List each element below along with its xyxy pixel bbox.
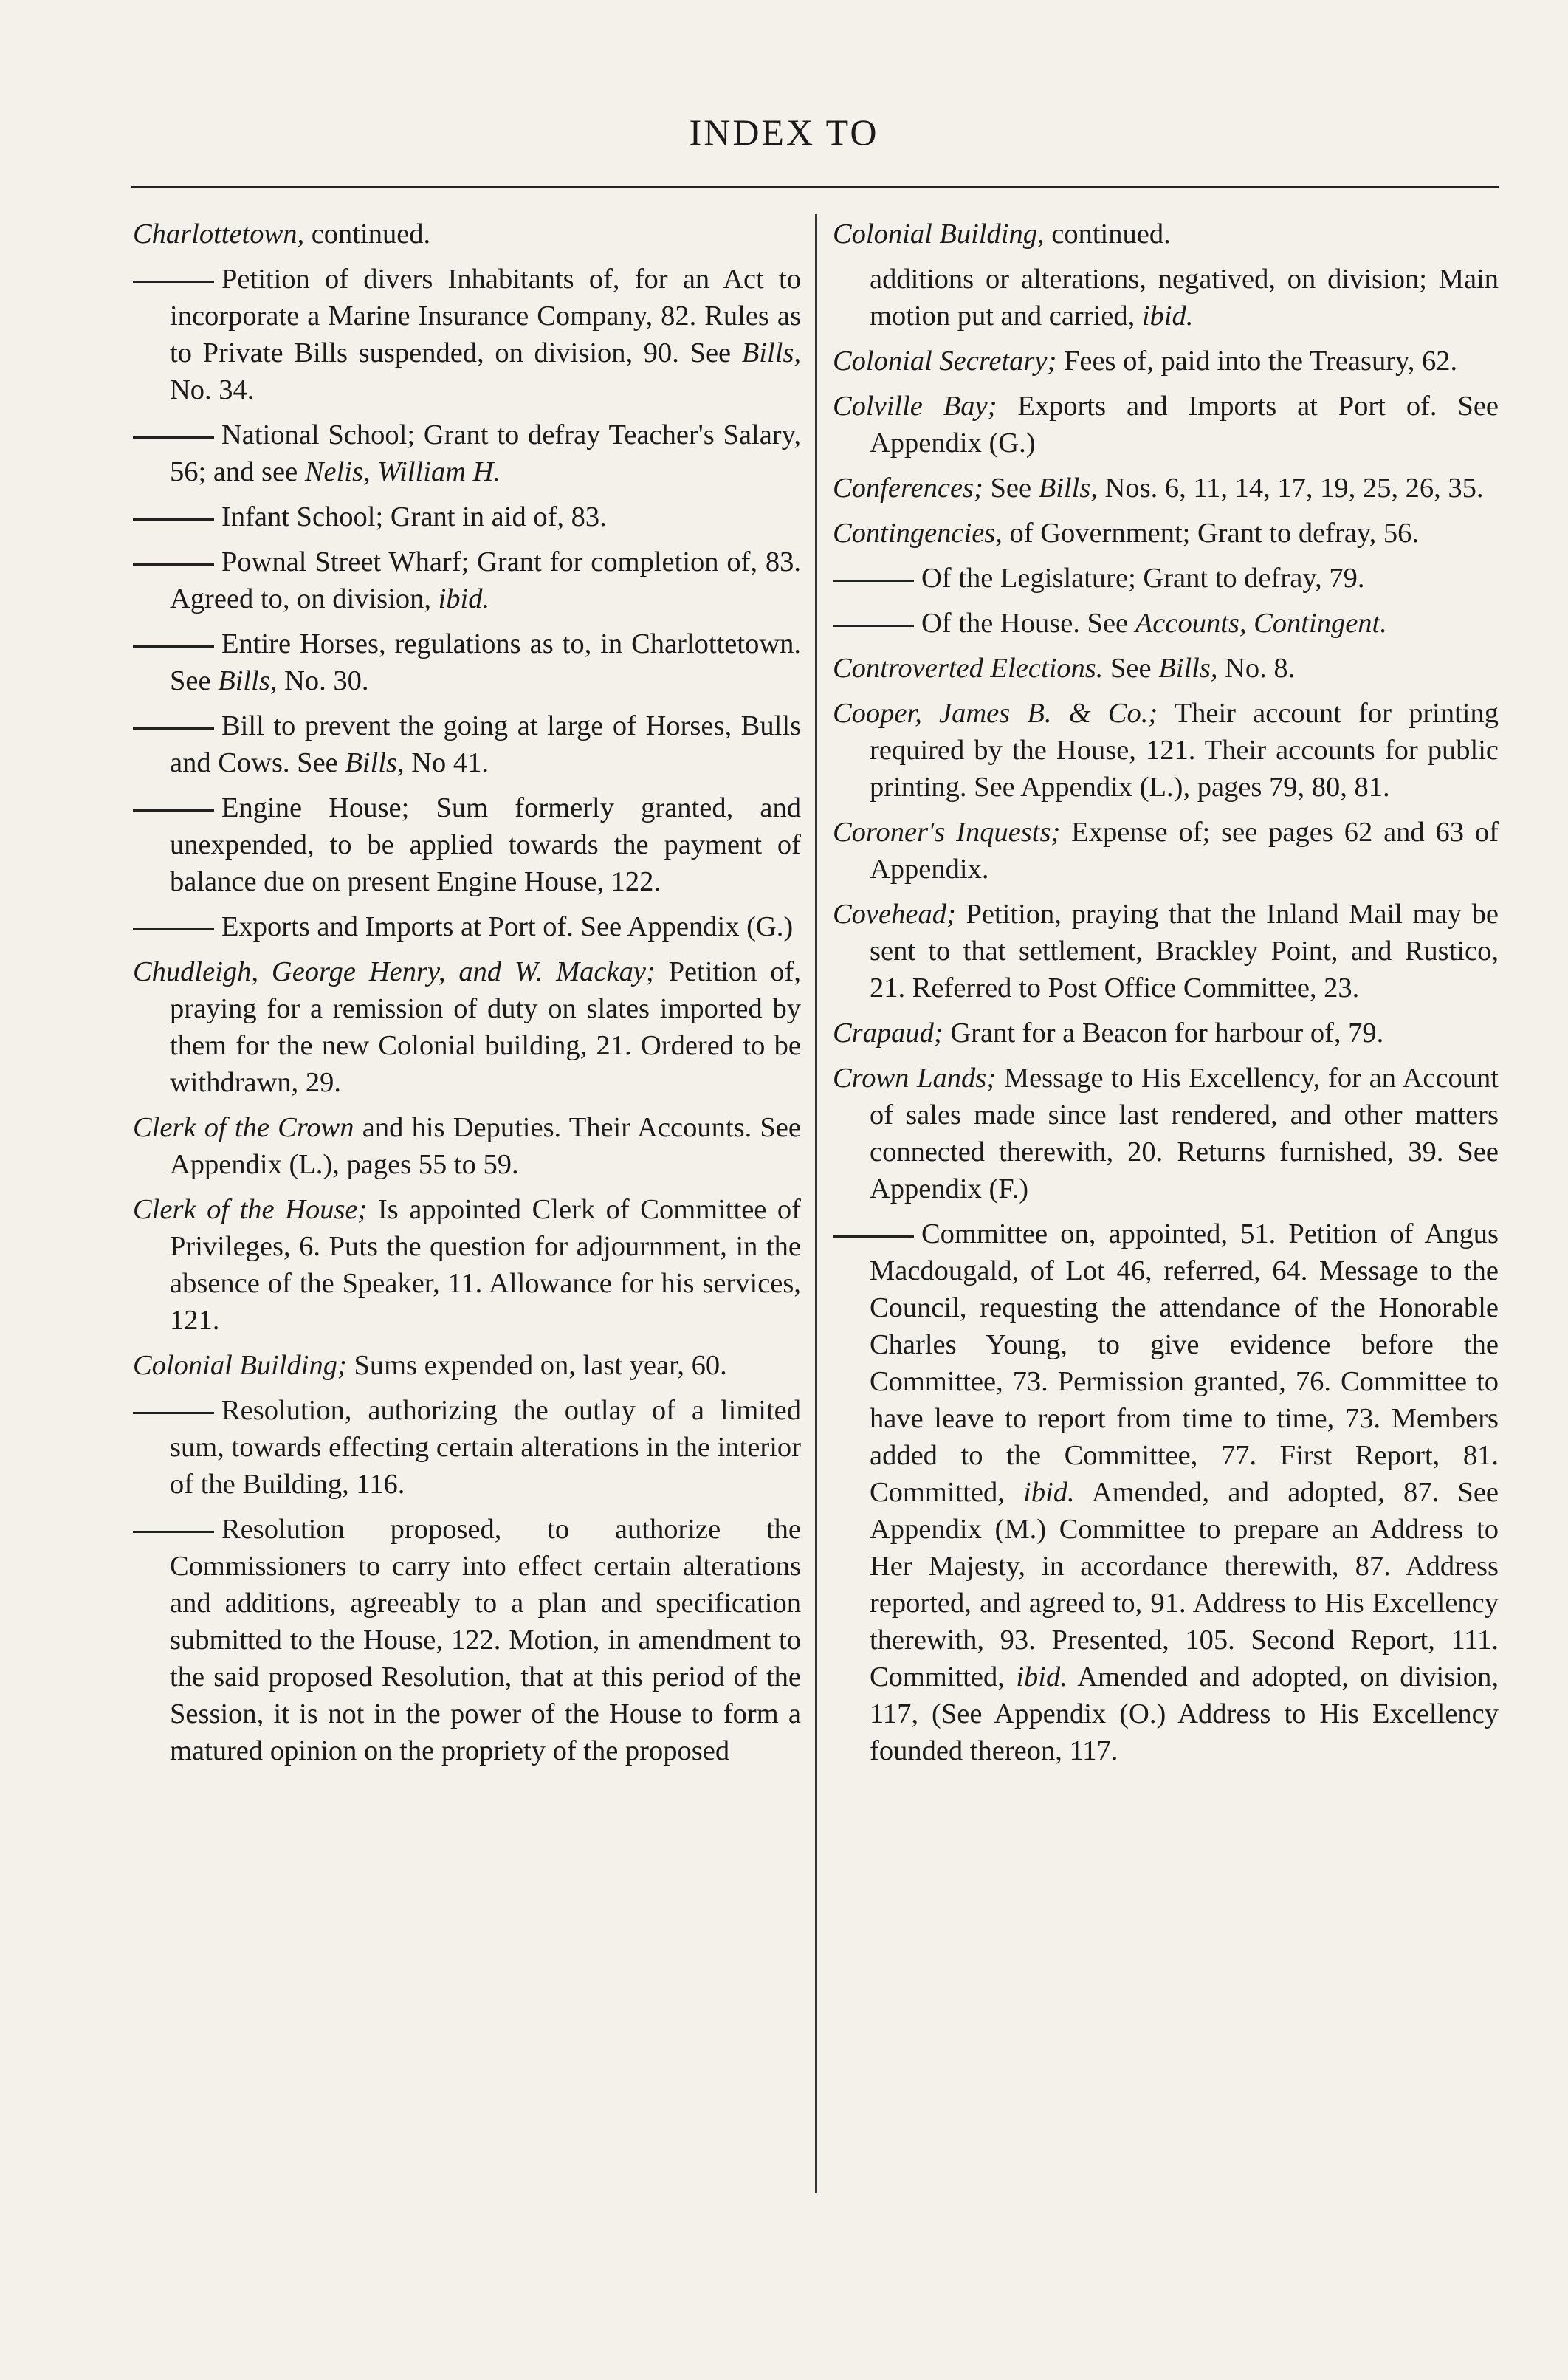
index-entry [833,515,1499,552]
index-entry [833,695,1499,806]
entry-text: No. 8. [1217,653,1296,684]
right-column [833,216,1499,1777]
entry-text: Entire Horses, regulations as to, in Charlottetown. See [170,628,801,696]
entry-text: Engine House; Sum formerly granted, and unexpended, to be applied towards the payment of balance due on present Engine House, 122. [170,792,801,897]
entry-text: Resolution, authorizing the outlay of a limited sum, towards effecting certain alterations in the interior of the Building, 116. [170,1395,801,1500]
index-entry [833,814,1499,888]
italic-term: Controverted Elections. [833,653,1104,684]
index-entry [833,650,1499,687]
entry-text: Pownal Street Wharf; Grant for completion of, 83. Agreed to, on division, [170,546,801,614]
italic-term: Bills, [345,747,405,778]
ditto-dash [833,580,914,582]
ditto-dash [133,518,214,521]
ditto-dash [833,1235,914,1238]
header-rule [131,186,1499,188]
entry-text: Of the Legislature; Grant to defray, 79. [921,563,1365,594]
italic-term: Crown Lands; [833,1063,997,1094]
italic-term: Conferences; [833,473,983,504]
italic-term: Colonial Building; [133,1350,347,1381]
index-entry [833,896,1499,1006]
index-subentry [133,416,801,490]
index-subentry [133,498,801,535]
italic-term: ibid. [1141,301,1194,332]
entry-text: Expense of; see pages 62 and 63 of Appendix. [870,817,1499,885]
entry-text: No. 34. [170,374,255,405]
index-subentry [133,908,801,945]
ditto-dash [133,645,214,648]
index-entry [133,1109,801,1183]
ditto-dash [133,809,214,812]
italic-term: Bills, [1038,473,1098,504]
index-subentry [133,1392,801,1503]
entry-text: Bill to prevent the going at large of Horses, Bulls and Cows. See [170,710,801,778]
ditto-dash [133,928,214,930]
ditto-dash [133,563,214,566]
italic-term: Colville Bay; [833,391,997,422]
ditto-dash [833,625,914,627]
index-subentry [133,1511,801,1769]
index-subentry [133,789,801,900]
index-entry [833,1060,1499,1207]
index-subentry [133,625,801,699]
column-divider [815,214,817,2193]
italic-term: Bills, [218,665,278,696]
index-entry [833,216,1499,253]
italic-term: ibid. [438,583,490,614]
index-subentry [833,605,1499,642]
entry-text: Committee on, appointed, 51. Petition of Angus Macdougald, of Lot 46, referred, 64. Message to the Council, requesting the attendance of the Honorable Charles Young, to give evidence before the Committee, 73. Permission granted, 76. Committee to have leave to report from time to time, 73. Members added to the Committee, 77. First Report, 81. Committed, [870,1218,1499,1508]
index-entry [133,953,801,1101]
entry-text: Resolution proposed, to authorize the Commissioners to carry into effect certain alterations and additions, agreeably to a plan and specification submitted to the House, 122. Motion, in amendment to the said proposed Resolution, that at this period of the Session, it is not in the power of the House to form a matured opinion on the propriety of the proposed [170,1514,801,1766]
italic-term: ibid. [1016,1661,1067,1693]
entry-text: Exports and Imports at Port of. See Appendix (G.) [870,391,1499,459]
index-entry [833,470,1499,507]
entry-text: Amended and adopted, on division, 117, (See Appendix (O.) Address to His Excellency founded thereon, 117. [870,1661,1499,1766]
index-entry [833,1015,1499,1052]
italic-term: Crapaud; [833,1018,943,1049]
index-entry [833,343,1499,380]
index-entry [833,261,1499,335]
entry-text: Petition of, praying for a remission of duty on slates imported by them for the new Colonial building, 21. Ordered to be withdrawn, 29. [170,956,801,1098]
italic-term: ibid. [1023,1477,1075,1508]
italic-term: Bills, [1158,653,1218,684]
index-subentry [133,543,801,617]
index-subentry [133,707,801,781]
italic-term: Covehead; [833,899,956,930]
page-title: INDEX TO [689,112,879,153]
ditto-dash [133,436,214,439]
entry-text: Grant for a Beacon for harbour of, 79. [943,1018,1384,1049]
entry-text: Sums expended on, last year, 60. [346,1350,727,1381]
entry-text: See [983,473,1039,504]
entry-text: Is appointed Clerk of Committee of Privileges, 6. Puts the question for adjournment, in the absence of the Speaker, 11. Allowance for his services, 121. [170,1194,801,1336]
italic-term: Clerk of the Crown [133,1112,354,1143]
entry-text: Exports and Imports at Port of. See Appendix (G.) [221,911,794,942]
entry-text: Their account for printing required by the House, 121. Their accounts for public printing. See Appendix (L.), pages 79, 80, 81. [870,698,1499,803]
entry-text: Infant School; Grant in aid of, 83. [221,501,607,532]
entry-text: National School; Grant to defray Teacher's Salary, 56; and see [170,419,801,487]
ditto-dash [133,1531,214,1533]
italic-term: Cooper, James B. & Co.; [833,698,1158,729]
entry-text: No. 30. [277,665,369,696]
index-entry [133,1191,801,1339]
index-subentry [833,560,1499,597]
entry-text: of Government; Grant to defray, 56. [1002,518,1420,549]
entry-text: Nos. 6, 11, 14, 17, 19, 25, 26, 35. [1097,473,1484,504]
entry-text: continued. [304,219,431,250]
entry-text: Of the House. See [921,608,1135,639]
entry-text: Petition, praying that the Inland Mail may be sent to that settlement, Brackley Point, and Rustico, 21. Referred to Post Office Committee, 23. [870,899,1499,1004]
ditto-dash [133,1412,214,1414]
italic-term: Coroner's Inquests; [833,817,1061,848]
italic-term: Clerk of the House; [133,1194,368,1225]
italic-term: Chudleigh, George Henry, and W. Mackay; [133,956,656,987]
italic-term: Colonial Secretary; [833,346,1057,377]
entry-text: additions or alterations, negatived, on division; Main motion put and carried, [870,264,1499,332]
entry-text: Petition of divers Inhabitants of, for an Act to incorporate a Marine Insurance Company, 82. Rules as to Private Bills suspended, on division, 90. See [170,264,801,368]
italic-term: Colonial Building, [833,219,1045,250]
entry-text: See [1103,653,1159,684]
italic-term: Bills, [741,337,801,368]
entry-text: and his Deputies. Their Accounts. See Appendix (L.), pages 55 to 59. [170,1112,801,1180]
italic-term: Accounts, Contingent. [1135,608,1387,639]
index-subentry [833,1215,1499,1769]
ditto-dash [133,727,214,730]
index-entry [133,216,801,253]
entry-text: Message to His Excellency, for an Account of sales made since last rendered, and other matters connected therewith, 20. Returns furnished, 39. See Appendix (F.) [870,1063,1499,1204]
entry-text: No 41. [404,747,489,778]
entry-text: continued. [1044,219,1171,250]
entry-text: Amended, and adopted, 87. See Appendix (M.) Committee to prepare an Address to Her Majesty, in accordance therewith, 87. Address reported, and agreed to, 91. Address to His Excellency therewith, 93. Presented, 105. Second Report, 111. Committed, [870,1477,1499,1693]
index-entry [833,388,1499,462]
ditto-dash [133,281,214,283]
italic-term: Nelis, William H. [304,456,501,487]
index-entry [133,1347,801,1384]
entry-text: Fees of, paid into the Treasury, 62. [1056,346,1458,377]
index-subentry [133,261,801,408]
italic-term: Contingencies, [833,518,1003,549]
left-column [133,216,801,1777]
italic-term: Charlottetown, [133,219,305,250]
